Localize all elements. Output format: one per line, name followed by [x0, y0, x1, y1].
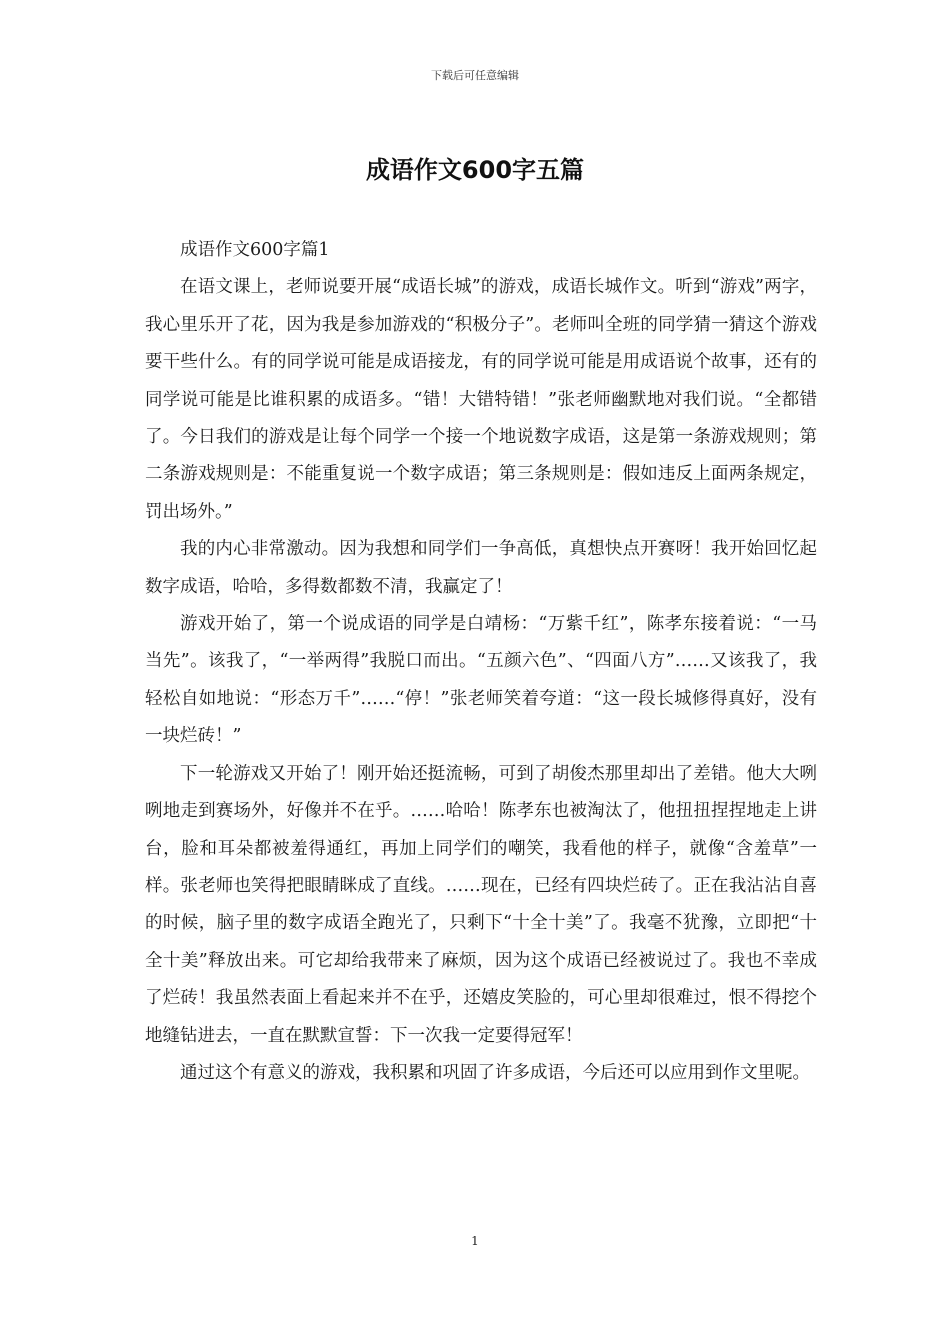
paragraph: 我的内心非常激动。因为我想和同学们一争高低，真想快点开赛呀！我开始回忆起数字成语，哈哈，多得数都数不清，我赢定了！ — [145, 539, 817, 597]
paragraph: 游戏开始了，第一个说成语的同学是白靖杨：“万紫千红”，陈孝东接着说：“一马当先”。该我了，“一举两得”我脱口而出。“五颜六色”、“四面八方”……又该我了，我轻松自如地说：“形态万千”……“停！”张老师笑着夸道：“这一段长城修得真好，没有一块烂砖！” — [145, 614, 817, 747]
paragraph: 在语文课上，老师说要开展“成语长城”的游戏，成语长城作文。听到“游戏”两字，我心里乐开了花，因为我是参加游戏的“积极分子”。老师叫全班的同学猜一猜这个游戏要干些什么。有的同学说可能是成语接龙，有的同学说可能是用成语说个故事，还有的同学说可能是比谁积累的成语多。“错！大错特错！”张老师幽默地对我们说。“全都错了。今日我们的游戏是让每个同学一个接一个地说数字成语，这是第一条游戏规则；第二条游戏规则是：不能重复说一个数字成语；第三条规则是：假如违反上面两条规定，罚出场外。” — [145, 277, 817, 522]
document-title: 成语作文600字五篇 — [365, 156, 585, 184]
paragraph: 通过这个有意义的游戏，我积累和巩固了许多成语，今后还可以应用到作文里呢。 — [180, 1062, 810, 1083]
document-body — [145, 232, 817, 1092]
section-heading: 成语作文600字篇1 — [180, 240, 330, 260]
page-number: 1 — [471, 1234, 479, 1248]
paragraph: 下一轮游戏又开始了！刚开始还挺流畅，可到了胡俊杰那里却出了差错。他大大咧咧地走到赛场外，好像并不在乎。……哈哈！陈孝东也被淘汰了，他扭扭捏捏地走上讲台，脸和耳朵都被羞得通红，再加上同学们的嘲笑，我看他的样子，就像“含羞草”一样。张老师也笑得把眼睛眯成了直线。……现在，已经有四块烂砖了。正在我沾沾自喜的时候，脑子里的数字成语全跑光了，只剩下“十全十美”了。我毫不犹豫，立即把“十全十美”释放出来。可它却给我带来了麻烦，因为这个成语已经被说过了。我也不幸成了烂砖！我虽然表面上看起来并不在乎，还嬉皮笑脸的，可心里却很难过，恨不得挖个地缝钻进去，一直在默默宣誓：下一次我一定要得冠军！ — [145, 763, 817, 1046]
header-note: 下载后可任意编辑 — [431, 69, 519, 82]
